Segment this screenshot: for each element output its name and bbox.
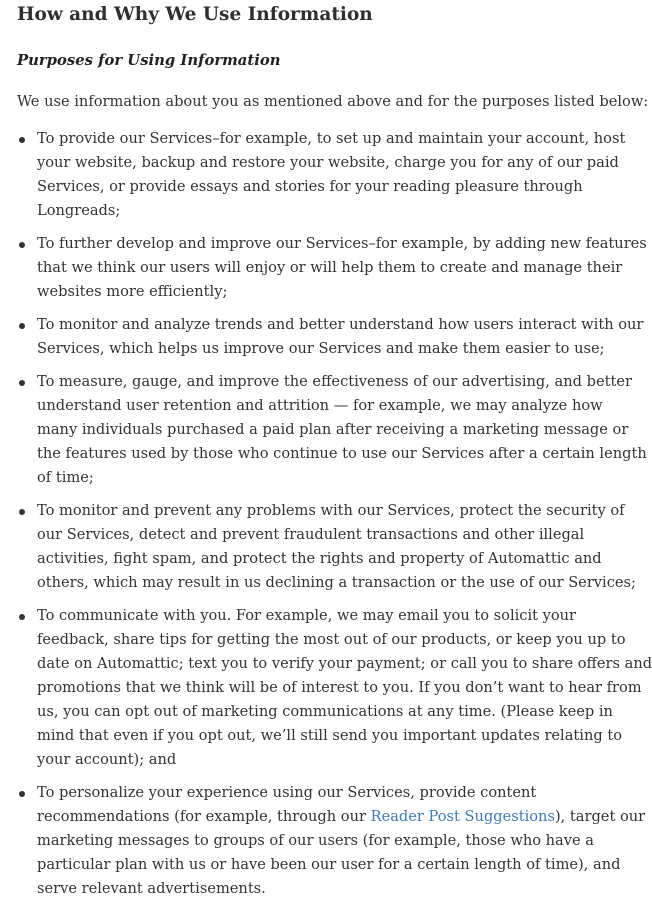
bullet-icon bbox=[19, 323, 25, 329]
item-line: mind that even if you opt out, we’ll still send you important updates relating to bbox=[37, 727, 622, 744]
section-subheading: Purposes for Using Information bbox=[17, 52, 281, 69]
item-line: feedback, share tips for getting the most out of our products, or keep you up to bbox=[37, 631, 626, 648]
item-text: recommendations (for example, through our bbox=[37, 808, 371, 825]
item-line: To personalize your experience using our Services, provide content bbox=[37, 784, 537, 801]
section-heading: How and Why We Use Information bbox=[17, 4, 373, 25]
item-line: To measure, gauge, and improve the effectiveness of our advertising, and better bbox=[37, 373, 632, 390]
bullet-icon bbox=[19, 137, 25, 143]
list-item bbox=[17, 370, 647, 490]
bullet-icon bbox=[19, 380, 25, 386]
item-line: To communicate with you. For example, we may email you to solicit your bbox=[37, 607, 577, 624]
item-line: activities, fight spam, and protect the rights and property of Automattic and bbox=[37, 550, 602, 567]
list-item bbox=[17, 127, 626, 223]
item-line: Services, which helps us improve our Services and make them easier to use; bbox=[37, 340, 605, 357]
item-line: websites more efficiently; bbox=[37, 283, 228, 300]
item-line: us, you can opt out of marketing communications at any time. (Please keep in bbox=[37, 703, 613, 720]
item-line: of time; bbox=[37, 469, 94, 486]
bullet-icon bbox=[19, 509, 25, 515]
item-line: understand user retention and attrition — for example, we may analyze how bbox=[37, 397, 603, 414]
item-line: promotions that we think will be of interest to you. If you don’t want to hear from bbox=[37, 679, 642, 696]
item-line: To monitor and prevent any problems with our Services, protect the security of bbox=[37, 502, 625, 519]
item-line: serve relevant advertisements. bbox=[37, 880, 266, 897]
list-item bbox=[17, 313, 644, 361]
item-line: Services, or provide essays and stories for your reading pleasure through bbox=[37, 178, 583, 195]
item-text: ), target our bbox=[554, 808, 646, 825]
item-line: To monitor and analyze trends and better understand how users interact with our bbox=[37, 316, 644, 333]
intro-paragraph: We use information about you as mentioned above and for the purposes listed below: bbox=[17, 93, 649, 110]
item-line: our Services, detect and prevent fraudulent transactions and other illegal bbox=[37, 526, 585, 543]
item-line: many individuals purchased a paid plan after receiving a marketing message or bbox=[37, 421, 629, 438]
bullet-icon bbox=[19, 614, 25, 620]
item-line: marketing messages to groups of our users (for example, those who have a bbox=[37, 832, 594, 849]
list-item bbox=[17, 604, 652, 772]
list-item bbox=[17, 499, 636, 595]
item-line: Longreads; bbox=[37, 202, 121, 219]
item-line: date on Automattic; text you to verify your payment; or call you to share offers and bbox=[37, 655, 652, 672]
list-item bbox=[17, 232, 647, 304]
bullet-icon bbox=[19, 242, 25, 248]
item-line-with-link bbox=[37, 805, 646, 829]
bullet-icon bbox=[19, 791, 25, 797]
item-line: your account); and bbox=[37, 751, 177, 768]
item-line: To further develop and improve our Services–for example, by adding new features bbox=[37, 235, 647, 252]
list-item bbox=[17, 781, 646, 901]
item-line: particular plan with us or have been our user for a certain length of time), and bbox=[37, 856, 621, 873]
item-line: To provide our Services–for example, to set up and maintain your account, host bbox=[37, 130, 626, 147]
item-line: the features used by those who continue to use our Services after a certain length bbox=[37, 445, 647, 462]
item-line: others, which may result in us declining a transaction or the use of our Services; bbox=[37, 574, 636, 591]
purposes-list bbox=[17, 127, 652, 901]
item-line: your website, backup and restore your website, charge you for any of our paid bbox=[37, 154, 619, 171]
item-line: that we think our users will enjoy or will help them to create and manage their bbox=[37, 259, 623, 276]
reader-post-suggestions-link[interactable]: Reader Post Suggestions bbox=[370, 808, 555, 825]
